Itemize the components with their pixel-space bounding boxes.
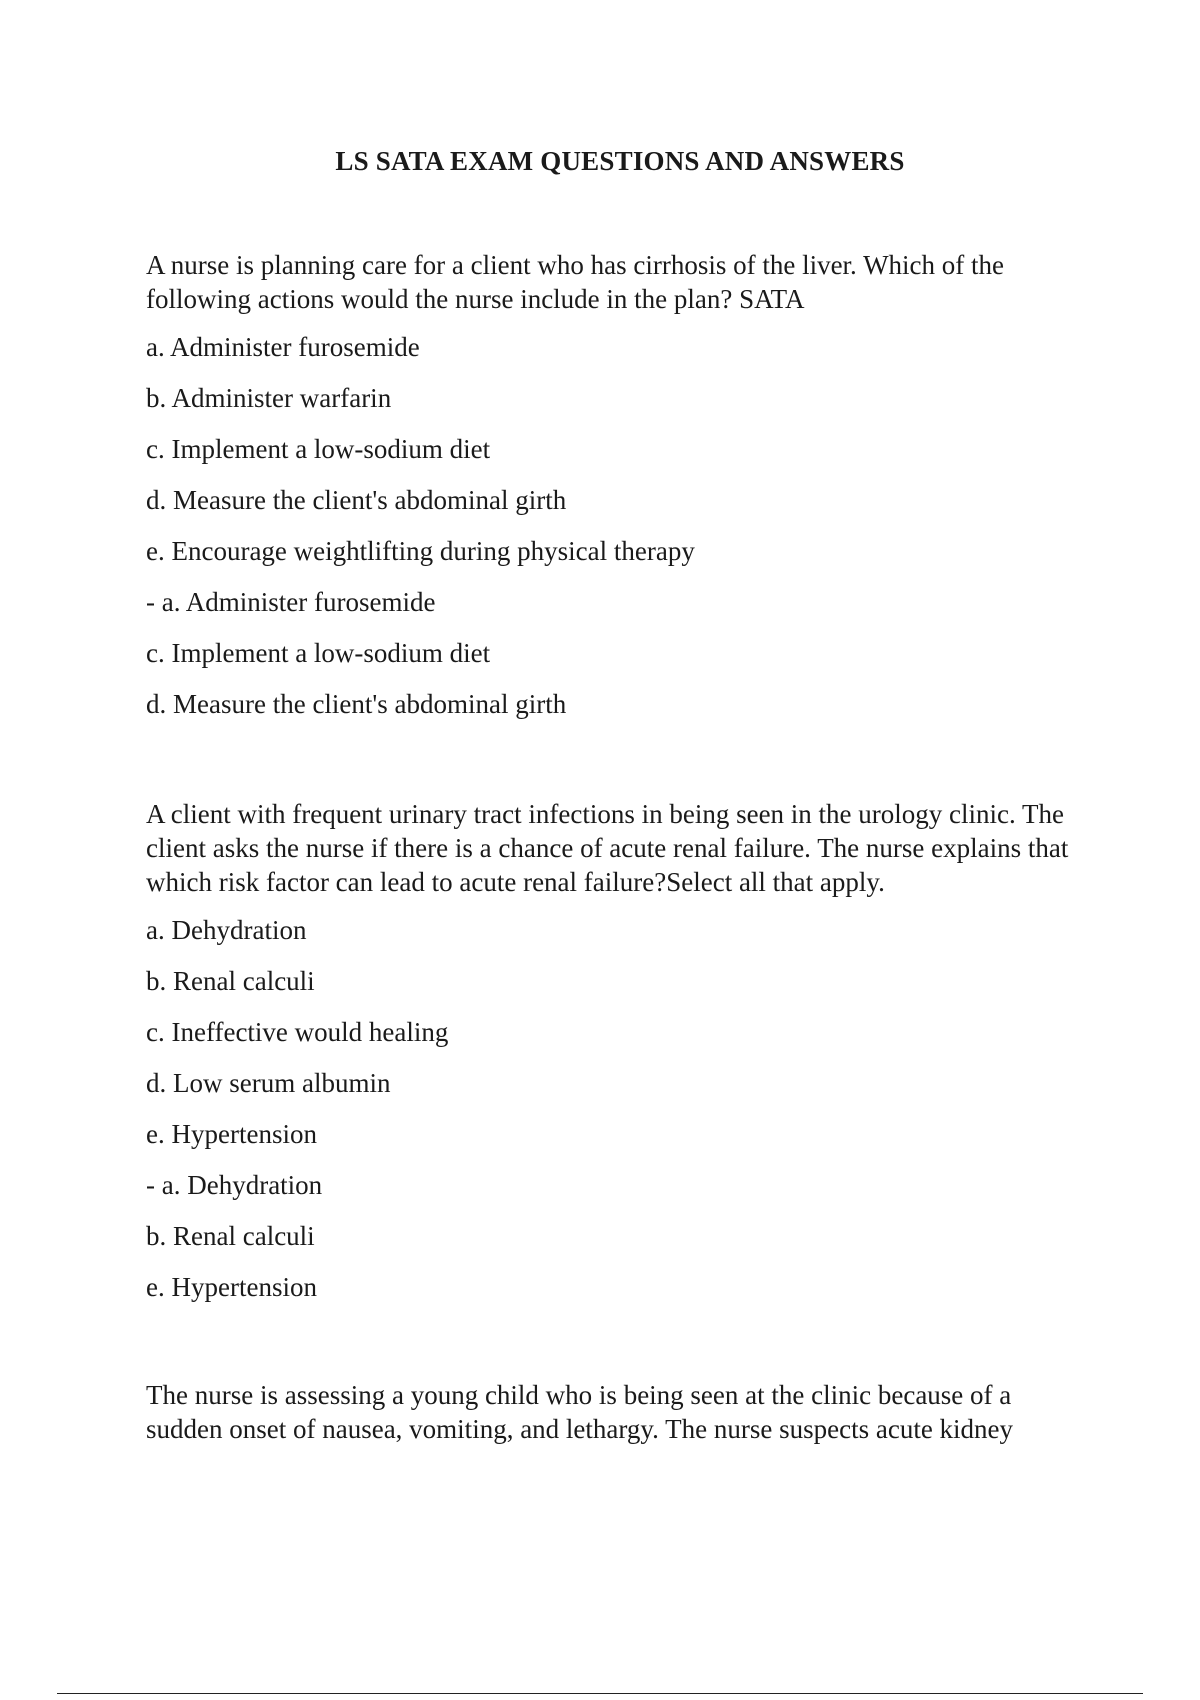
question-stem: A client with frequent urinary tract infections in being seen in the urology clinic. The client asks the nurse if there is a chance of acute renal failure. The nurse explains that which risk factor can lead to acute renal failure?Select all that apply. <box>146 799 1069 897</box>
option-c: c. Implement a low-sodium diet <box>146 434 491 464</box>
document-title: LS SATA EXAM QUESTIONS AND ANSWERS <box>335 146 905 176</box>
option-a: a. Dehydration <box>146 915 307 945</box>
question-3 <box>146 1378 1086 1460</box>
answer-line: - a. Dehydration <box>146 1170 323 1200</box>
answer-line: c. Implement a low-sodium diet <box>146 638 491 668</box>
answer-line: e. Hypertension <box>146 1272 317 1302</box>
option-c: c. Ineffective would healing <box>146 1017 449 1047</box>
question-2 <box>146 797 1086 1321</box>
question-stem: A nurse is planning care for a client who has cirrhosis of the liver. Which of the following actions would the nurse include in the plan? SATA <box>146 250 1005 314</box>
option-a: a. Administer furosemide <box>146 332 420 362</box>
option-e: e. Encourage weightlifting during physical therapy <box>146 536 695 566</box>
answer-line: d. Measure the client's abdominal girth <box>146 689 567 719</box>
question-1 <box>146 248 1086 738</box>
question-stem: The nurse is assessing a young child who is being seen at the clinic because of a sudden onset of nausea, vomiting, and lethargy. The nurse suspects acute kidney <box>146 1380 1014 1444</box>
option-e: e. Hypertension <box>146 1119 317 1149</box>
answer-line: - a. Administer furosemide <box>146 587 436 617</box>
footer-divider <box>57 1693 1143 1694</box>
option-d: d. Measure the client's abdominal girth <box>146 485 567 515</box>
option-d: d. Low serum albumin <box>146 1068 391 1098</box>
answer-line: b. Renal calculi <box>146 1221 315 1251</box>
option-b: b. Administer warfarin <box>146 383 392 413</box>
option-b: b. Renal calculi <box>146 966 315 996</box>
